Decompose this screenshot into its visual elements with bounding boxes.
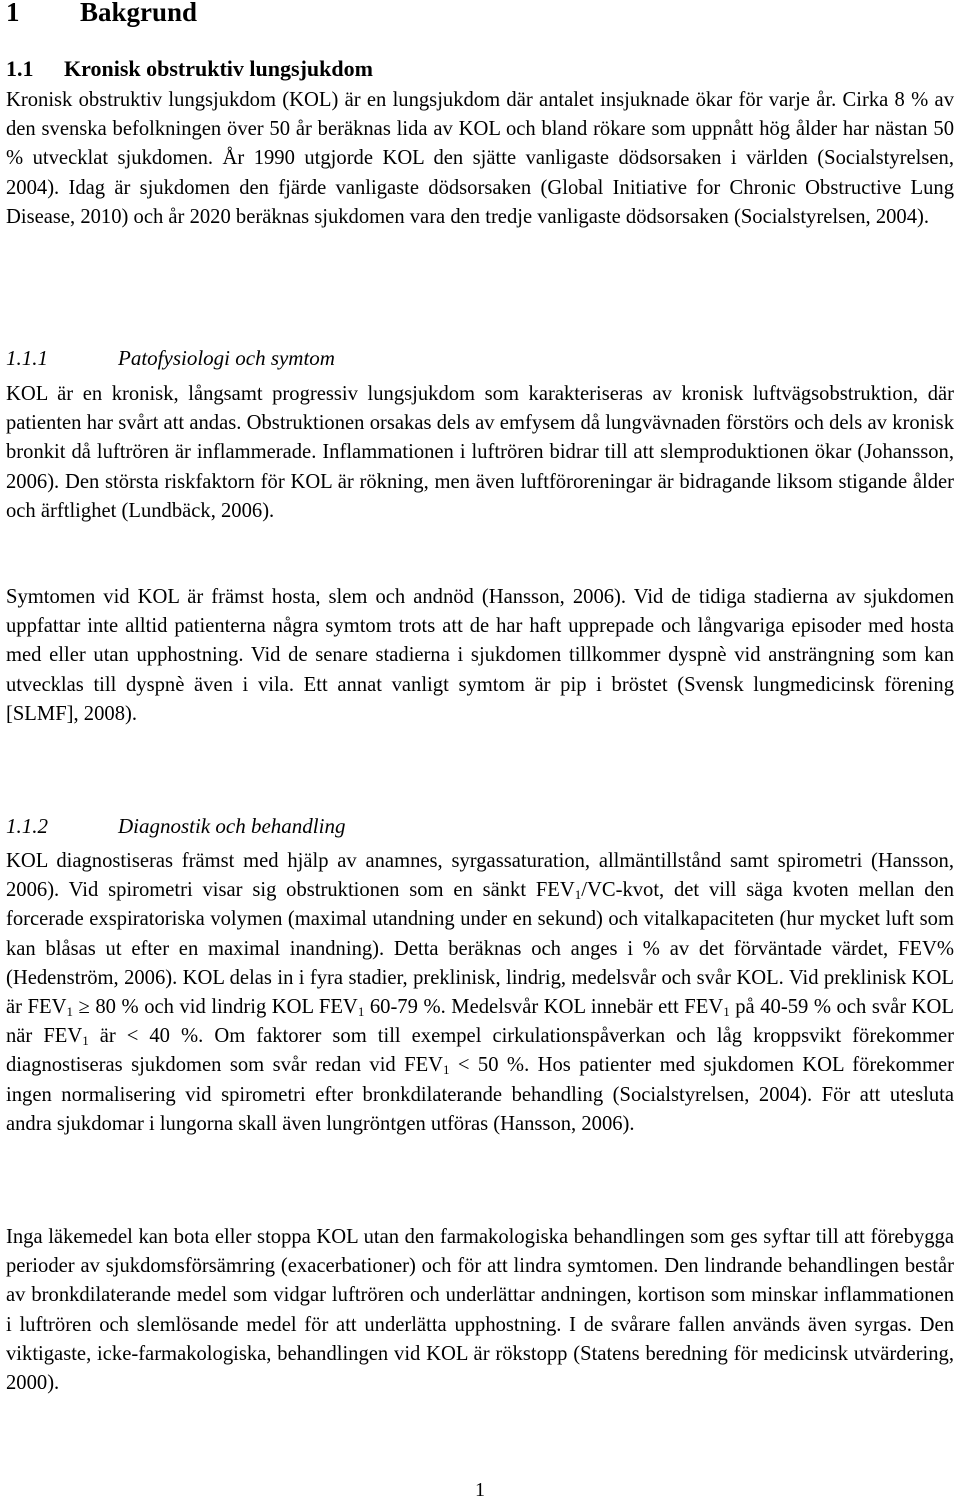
subsection-title: Diagnostik och behandling xyxy=(118,814,346,838)
section-number: 1.1 xyxy=(6,56,34,81)
intro-paragraph: Kronisk obstruktiv lungsjukdom (KOL) är en lungsjukdom där antalet insjuknade ökar för varje år. Cirka 8 % av den svenska befolkningen över 50 år beräknas lida av KOL och bland rökare som uppnått hög ålder har nästan 50 % utvecklat sjukdomen. År 1990 utgjorde KOL den sjätte vanligaste dödsorsaken i världen (Socialstyrelsen, 2004). Idag är sjukdomen den fjärde vanligaste dödsorsaken (Global Initiative for Chronic Obstructive Lung Disease, 2010) och år 2020 beräknas sjukdomen vara den tredje vanligaste dödsorsaken (Socialstyrelsen, 2004). xyxy=(6,89,954,228)
text-run: på 40-59 % och svår KOL när FEV xyxy=(6,996,955,1048)
text-run: 60-79 %. Medelsvår KOL innebär ett FEV xyxy=(364,996,724,1019)
subscript: 1 xyxy=(357,1004,365,1020)
subscript: 1 xyxy=(66,1004,73,1020)
pathophysiology-paragraph: KOL är en kronisk, långsamt progressiv lungsjukdom som karakteriseras av kronisk luftvägsobstruktion, där patienten har svårt att andas. Obstruktionen orsakas dels av emfysem då lungvävnaden förstörs och dels av kronisk bronkit då luftrören är inflammerade. Inflammationen i luftrören bidrar till att slemproduktionen ökar (Johansson, 2006). Den största riskfaktorn för KOL är rökning, men även luftföroreningar är bidragande liksom stigande ålder och ärftlighet (Lundbäck, 2006). xyxy=(6,383,954,522)
subsection-heading-diagnostics xyxy=(6,812,345,840)
diagnostics-paragraph xyxy=(6,847,954,1139)
subsection-number: 1.1.1 xyxy=(6,346,48,370)
chapter-heading xyxy=(6,0,197,30)
text-run: /VC-kvot, det vill säga kvoten mellan den forcerade exspiratoriska volymen (maximal utandning under en sekund) och vitalkapaciteten (hur mycket luft som kan blåsas ut efter en maximal inandning). Detta beräknas och anges i % av det förväntade värdet, FEV% (Hedenström, 2006). KOL delas in i fyra stadier, preklinisk, lindrig, medelsvår och svår KOL. Vid preklinisk KOL är FEV xyxy=(6,879,955,1019)
subscript: 1 xyxy=(82,1033,89,1049)
subsection-heading-pathophysiology xyxy=(6,344,335,372)
subsection-title: Patofysiologi och symtom xyxy=(118,346,335,370)
text-run: < 50 %. Hos patienter med sjukdomen KOL förekommer ingen normalisering vid spirometri efter bronkdilaterande behandling (Socialstyrelsen, 2004). För att utesluta andra sjukdomar i lungorna skall även lungröntgen utföras (Hansson, 2006). xyxy=(6,1054,954,1135)
subscript: 1 xyxy=(574,887,582,903)
subsection-number: 1.1.2 xyxy=(6,814,48,838)
text-run: är < 40 %. Om faktorer som till exempel cirkulationspåverkan och låg kroppsvikt förekommer diagnostiseras sjukdomen som svår redan vid FEV xyxy=(6,1025,954,1077)
section-title: Kronisk obstruktiv lungsjukdom xyxy=(64,56,373,81)
text-run: KOL diagnostiseras främst med hjälp av anamnes, syrgassaturation, allmäntillstånd samt spirometri (Hansson, 2006). Vid spirometri visar sig obstruktionen som en sänkt FEV xyxy=(6,850,954,902)
section-heading xyxy=(6,55,373,83)
treatment-paragraph: Inga läkemedel kan bota eller stoppa KOL utan den farmakologiska behandlingen som ges syftar till att förebygga perioder av sjukdomsförsämring (exacerbationer) och för att lindra symtomen. Den lindrande behandlingen består av bronkdilaterande medel som vidgar luftrören och underlättar andningen, kortison som minskar inflammationen i luftrören och slemlösande medel för att underlätta upphostning. I de svårare fallen används även syrgas. Den viktigaste, icke-farmakologiska, behandlingen vid KOL är rökstopp (Statens beredning för medicinsk utvärdering, 2000). xyxy=(6,1226,954,1395)
subscript: 1 xyxy=(443,1062,450,1078)
text-run: ≥ 80 % och vid lindrig KOL FEV xyxy=(72,996,358,1019)
subscript: 1 xyxy=(723,1004,730,1020)
chapter-number: 1 xyxy=(6,0,20,27)
chapter-title: Bakgrund xyxy=(80,0,198,27)
symptoms-paragraph: Symtomen vid KOL är främst hosta, slem och andnöd (Hansson, 2006). Vid de tidiga stadierna av sjukdomen uppfattar inte alltid patienterna några symtom trots att de har haft upprepade och långvariga episoder med hosta med eller utan upphostning. Vid de senare stadierna i sjukdomen tillkommer dyspnè vid ansträngning som kan utvecklas till dyspnè även i vila. Ett annat vanligt symtom är pip i bröstet (Svensk lungmedicinsk förening [SLMF], 2008). xyxy=(6,586,954,725)
page-number: 1 xyxy=(475,1479,485,1501)
